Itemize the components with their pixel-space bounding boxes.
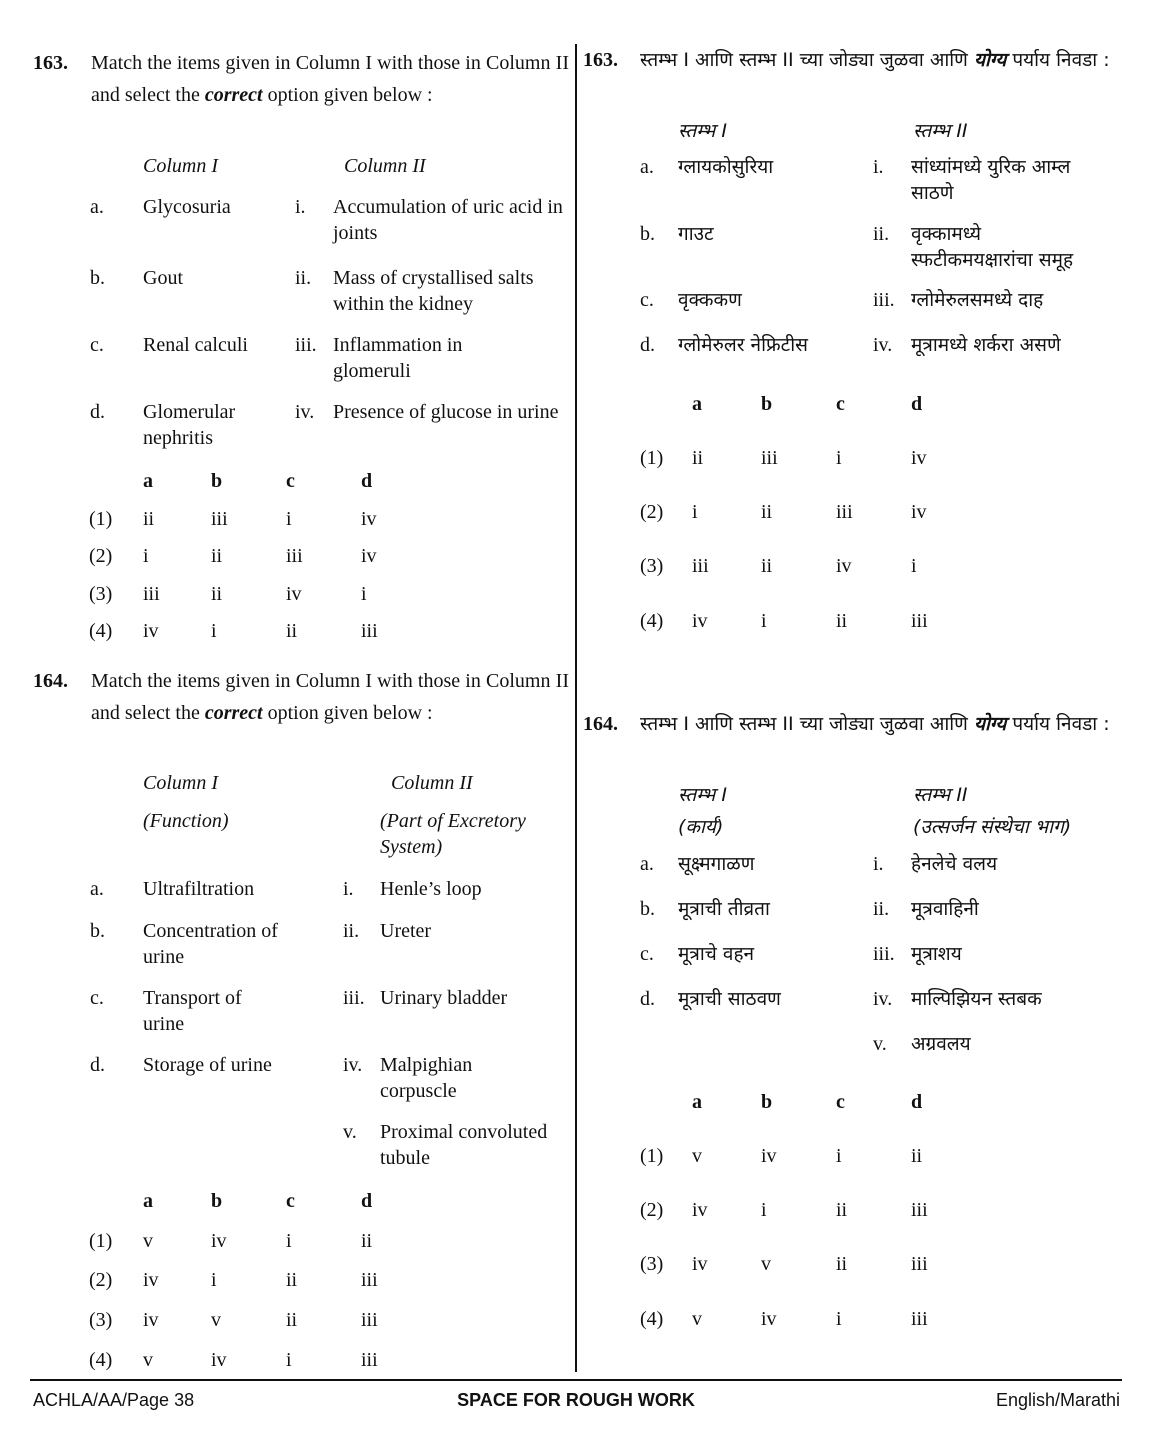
option-value: ii [286, 1269, 298, 1291]
column-i-item: Renal calculi [143, 334, 248, 356]
row-key: c. [640, 289, 654, 311]
row-numeral: ii. [295, 267, 312, 289]
column-ii-item: Proximal convoluted tubule [380, 1121, 548, 1169]
option-value: i [211, 1269, 217, 1291]
row-numeral: ii. [873, 223, 890, 245]
row-key: a. [90, 878, 104, 900]
option-header-a: a [143, 1190, 153, 1212]
option-value: i [836, 1145, 842, 1167]
column-ii-item: मूत्रामध्ये शर्करा असणे [911, 334, 1061, 356]
column-ii-item: सांध्यांमध्ये युरिक आम्ल साठणे [911, 156, 1071, 204]
column-ii-item: Malpighian corpuscle [380, 1054, 473, 1102]
option-value: iv [361, 508, 377, 530]
column-i-header: Column I [143, 772, 218, 794]
column-ii-header: स्तम्भ II [913, 120, 968, 142]
language-label: English/Marathi [995, 1390, 1120, 1410]
option-label: (2) [640, 1199, 664, 1221]
option-label: (2) [89, 1269, 113, 1291]
column-ii-item: ग्लोमेरुलसमध्ये दाह [911, 289, 1044, 311]
column-i-item: Glomerular nephritis [143, 401, 236, 449]
row-key: d. [90, 401, 105, 423]
row-key: b. [640, 223, 655, 245]
column-ii-item: Mass of crystallised salts within the kidney [333, 267, 534, 315]
option-value: iv [143, 1309, 159, 1331]
question-stem [91, 665, 569, 729]
question-number: 163. [583, 49, 618, 71]
column-ii-item: Ureter [380, 920, 432, 942]
row-key: a. [640, 156, 654, 178]
option-label: (2) [89, 545, 113, 567]
option-header-c: c [836, 393, 845, 415]
option-value: iii [211, 508, 228, 530]
row-numeral: i. [873, 853, 884, 875]
row-key: b. [640, 898, 655, 920]
option-value: iv [761, 1145, 777, 1167]
option-value: iv [692, 1199, 708, 1221]
option-value: iii [361, 620, 378, 642]
column-ii-item: हेनलेचे वलय [911, 853, 998, 875]
row-numeral: ii. [343, 920, 360, 942]
column-ii-subheader: (उत्सर्जन संस्थेचा भाग) [913, 816, 1072, 838]
option-value: ii [836, 1199, 848, 1221]
option-header-c: c [286, 470, 295, 492]
row-numeral: ii. [873, 898, 890, 920]
row-key: c. [90, 987, 104, 1009]
row-key: d. [640, 334, 655, 356]
column-ii-subheader: (Part of Excretory System) [380, 810, 526, 858]
option-value: iv [286, 583, 302, 605]
option-value: ii [836, 610, 848, 632]
option-value: iii [143, 583, 160, 605]
stem-text: Match the items given in Column I with those in Column II and select the [91, 670, 569, 724]
option-header-c: c [836, 1091, 845, 1113]
column-ii-item: Accumulation of uric acid in joints [333, 196, 563, 244]
stem-text: पर्याय निवडा : [1006, 49, 1110, 71]
option-value: iv [211, 1230, 227, 1252]
option-value: iv [143, 1269, 159, 1291]
option-value: iv [692, 1253, 708, 1275]
option-header-c: c [286, 1190, 295, 1212]
row-numeral: v. [873, 1033, 887, 1055]
option-label: (1) [89, 508, 113, 530]
option-value: v [143, 1349, 153, 1371]
column-ii-item: माल्पिझियन स्तबक [911, 988, 1042, 1010]
row-numeral: v. [343, 1121, 357, 1143]
page-code: ACHLA/AA/Page 38 [33, 1390, 195, 1410]
option-value: v [692, 1308, 702, 1330]
question-stem [640, 44, 1122, 76]
row-numeral: iii. [873, 943, 895, 965]
question-number: 164. [33, 670, 68, 692]
column-ii-item: वृक्कामध्ये स्फटीकमयक्षारांचा समूह [911, 223, 1074, 271]
stem-emphasis: correct [204, 702, 263, 724]
column-i-item: Ultrafiltration [143, 878, 255, 900]
row-numeral: iv. [873, 988, 893, 1010]
option-header-a: a [692, 1091, 702, 1113]
option-label: (4) [89, 1349, 113, 1371]
row-numeral: iii. [873, 289, 895, 311]
question-stem [640, 708, 1122, 740]
column-ii-item: Inflammation in glomeruli [333, 334, 463, 382]
option-value: i [211, 620, 217, 642]
option-value: iii [761, 447, 778, 469]
option-header-d: d [361, 470, 373, 492]
row-key: c. [90, 334, 104, 356]
option-value: ii [211, 583, 223, 605]
column-i-item: मूत्राचे वहन [678, 943, 755, 965]
option-value: iii [911, 1308, 928, 1330]
stem-emphasis: योग्य [973, 713, 1007, 735]
option-value: iv [211, 1349, 227, 1371]
column-ii-item: मूत्रवाहिनी [911, 898, 979, 920]
row-numeral: iv. [295, 401, 315, 423]
option-header-a: a [143, 470, 153, 492]
option-value: iv [836, 555, 852, 577]
row-numeral: iii. [343, 987, 365, 1009]
option-label: (1) [640, 1145, 664, 1167]
option-value: iii [911, 610, 928, 632]
option-value: ii [761, 555, 773, 577]
question-number: 163. [33, 52, 68, 74]
row-key: a. [90, 196, 104, 218]
column-i-header: Column I [143, 155, 218, 177]
option-value: ii [692, 447, 704, 469]
option-header-b: b [761, 393, 773, 415]
column-i-item: ग्लोमेरुलर नेफ्रिटीस [678, 334, 809, 356]
option-value: iii [836, 501, 853, 523]
row-numeral: iii. [295, 334, 317, 356]
option-value: i [911, 555, 917, 577]
column-i-item: सूक्ष्मगाळण [678, 853, 755, 875]
column-ii-item: मूत्राशय [911, 943, 962, 965]
option-value: i [836, 1308, 842, 1330]
option-label: (4) [89, 620, 113, 642]
column-ii-item: Urinary bladder [380, 987, 508, 1009]
option-value: ii [761, 501, 773, 523]
option-value: i [692, 501, 698, 523]
stem-text: option given below : [262, 84, 433, 106]
column-i-item: Gout [143, 267, 183, 289]
column-i-item: मूत्राची साठवण [678, 988, 781, 1010]
option-value: i [286, 1230, 292, 1252]
option-value: ii [836, 1253, 848, 1275]
option-value: ii [361, 1230, 373, 1252]
option-value: i [761, 1199, 767, 1221]
column-divider [575, 44, 577, 1372]
option-value: iv [761, 1308, 777, 1330]
option-header-d: d [911, 393, 923, 415]
row-key: c. [640, 943, 654, 965]
option-label: (3) [89, 1309, 113, 1331]
option-header-b: b [761, 1091, 773, 1113]
option-value: iv [911, 447, 927, 469]
row-numeral: i. [343, 878, 354, 900]
option-label: (3) [89, 583, 113, 605]
column-i-header: स्तम्भ I [678, 784, 727, 806]
column-i-item: ग्लायकोसुरिया [678, 156, 774, 178]
option-header-d: d [361, 1190, 373, 1212]
row-key: b. [90, 920, 105, 942]
question-number: 164. [583, 713, 618, 735]
option-header-b: b [211, 470, 223, 492]
row-key: b. [90, 267, 105, 289]
option-value: iii [911, 1199, 928, 1221]
option-value: v [143, 1230, 153, 1252]
option-value: iii [361, 1309, 378, 1331]
option-value: iii [286, 545, 303, 567]
row-numeral: i. [295, 196, 306, 218]
option-value: iii [361, 1349, 378, 1371]
column-i-item: Glycosuria [143, 196, 231, 218]
column-ii-header: Column II [391, 772, 473, 794]
column-i-item: Concentration of urine [143, 920, 278, 968]
stem-text: Match the items given in Column I with those in Column II and select the [91, 52, 569, 106]
question-stem [91, 47, 569, 111]
option-value: ii [911, 1145, 923, 1167]
stem-text: स्तम्भ I आणि स्तम्भ II च्या जोड्या जुळवा आणि [640, 49, 974, 71]
option-value: ii [143, 508, 155, 530]
option-value: v [761, 1253, 771, 1275]
option-value: i [361, 583, 367, 605]
option-value: v [692, 1145, 702, 1167]
column-ii-header: स्तम्भ II [913, 784, 968, 806]
option-value: ii [211, 545, 223, 567]
column-ii-item: अग्रवलय [911, 1033, 971, 1055]
option-header-a: a [692, 393, 702, 415]
column-i-item: Storage of urine [143, 1054, 272, 1076]
option-value: iv [143, 620, 159, 642]
option-label: (4) [640, 610, 664, 632]
row-numeral: iv. [343, 1054, 363, 1076]
option-value: iii [692, 555, 709, 577]
option-label: (1) [640, 447, 664, 469]
stem-text: option given below : [262, 702, 433, 724]
option-value: iv [361, 545, 377, 567]
row-key: d. [90, 1054, 105, 1076]
footer-rule [30, 1379, 1122, 1381]
option-value: i [143, 545, 149, 567]
stem-text: स्तम्भ I आणि स्तम्भ II च्या जोड्या जुळवा आणि [640, 713, 974, 735]
option-value: i [761, 610, 767, 632]
option-value: ii [286, 1309, 298, 1331]
column-i-item: मूत्राची तीव्रता [678, 898, 770, 920]
option-label: (3) [640, 555, 664, 577]
option-value: iii [911, 1253, 928, 1275]
option-header-d: d [911, 1091, 923, 1113]
column-ii-header: Column II [344, 155, 426, 177]
stem-emphasis: correct [204, 84, 263, 106]
column-ii-item: Presence of glucose in urine [333, 401, 559, 423]
column-ii-item: Henle’s loop [380, 878, 482, 900]
column-i-subheader: (कार्य) [678, 816, 724, 838]
option-value: iii [361, 1269, 378, 1291]
stem-emphasis: योग्य [973, 49, 1007, 71]
option-value: i [286, 1349, 292, 1371]
row-key: a. [640, 853, 654, 875]
stem-text: पर्याय निवडा : [1006, 713, 1110, 735]
rough-work-label: SPACE FOR ROUGH WORK [457, 1390, 695, 1410]
option-value: i [836, 447, 842, 469]
option-value: i [286, 508, 292, 530]
option-label: (2) [640, 501, 664, 523]
column-i-item: वृक्ककण [678, 289, 742, 311]
option-label: (3) [640, 1253, 664, 1275]
column-i-item: Transport of urine [143, 987, 242, 1035]
column-i-item: गाउट [678, 223, 714, 245]
option-value: iv [911, 501, 927, 523]
option-value: ii [286, 620, 298, 642]
option-value: iv [692, 610, 708, 632]
option-value: v [211, 1309, 221, 1331]
column-i-subheader: (Function) [143, 810, 229, 832]
row-numeral: iv. [873, 334, 893, 356]
row-numeral: i. [873, 156, 884, 178]
option-label: (1) [89, 1230, 113, 1252]
row-key: d. [640, 988, 655, 1010]
column-i-header: स्तम्भ I [678, 120, 727, 142]
option-header-b: b [211, 1190, 223, 1212]
option-label: (4) [640, 1308, 664, 1330]
